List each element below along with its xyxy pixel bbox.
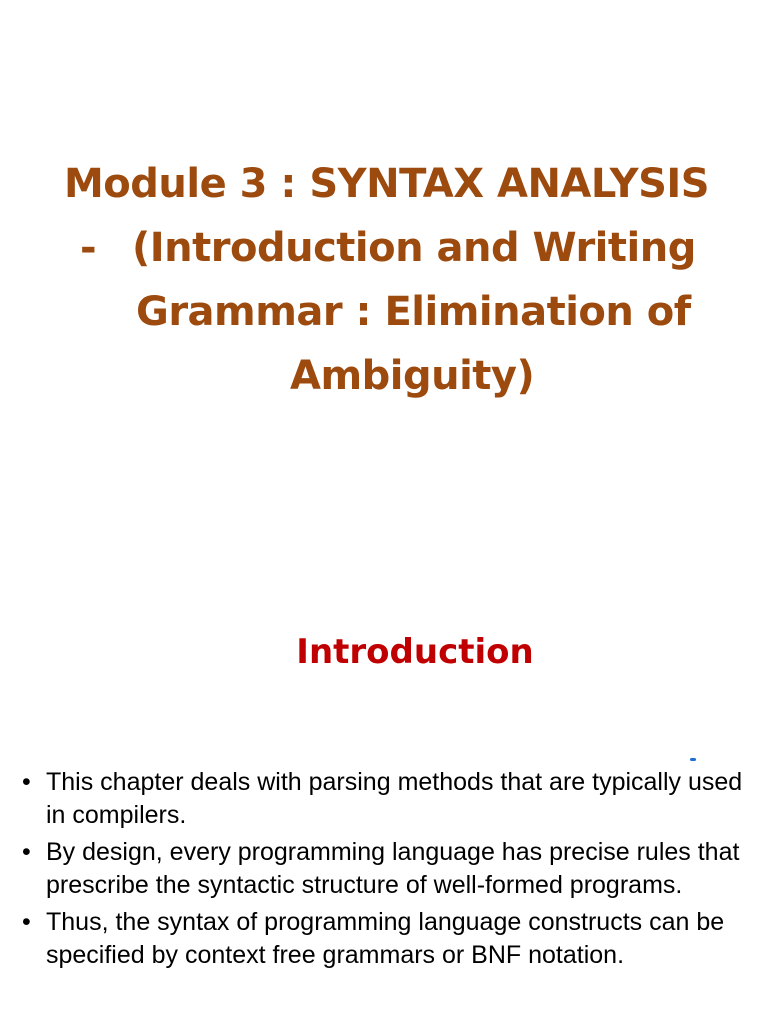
- bullet-text: This chapter deals with parsing methods that are typically used in compilers.: [46, 768, 743, 829]
- bullet-text: Thus, the syntax of programming language constructs can be specified by context free grammars or BNF notation.: [46, 908, 725, 969]
- title-line-2-text: (Introduction and Writing: [132, 225, 696, 271]
- list-item: [22, 766, 762, 832]
- stray-mark: [690, 758, 696, 761]
- title-line-4-text: Ambiguity): [290, 353, 535, 399]
- list-item: [22, 906, 762, 972]
- bullet-icon: •: [22, 908, 31, 936]
- bullet-text: By design, every programming language has precise rules that prescribe the syntactic structure of well-formed programs.: [46, 838, 740, 899]
- title-line-3: [0, 280, 768, 344]
- title-line-2: [0, 216, 768, 280]
- title-line-1-text: Module 3 : SYNTAX ANALYSIS: [64, 161, 710, 207]
- section-heading-introduction: Introduction: [296, 632, 534, 672]
- list-item: [22, 836, 762, 902]
- bullet-icon: •: [22, 838, 31, 866]
- bullet-icon: •: [22, 768, 31, 796]
- title-line-1: [0, 152, 768, 216]
- title-line-4: [0, 344, 768, 408]
- slide-title: [0, 152, 768, 408]
- bullet-list: [22, 766, 762, 976]
- title-line-3-text: Grammar : Elimination of: [136, 289, 691, 335]
- title-dash: -: [80, 225, 97, 271]
